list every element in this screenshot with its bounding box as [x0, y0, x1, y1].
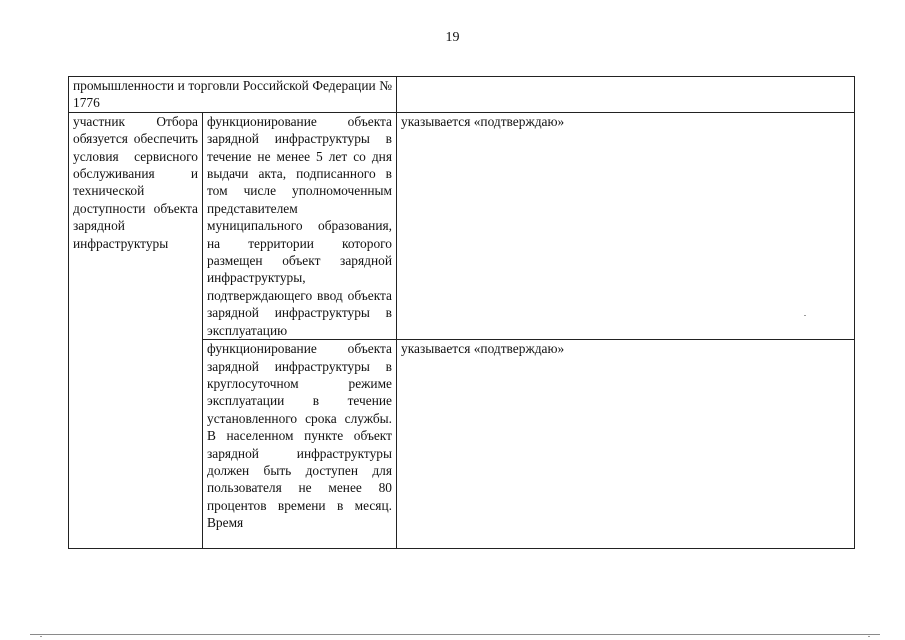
table-cell-continuation: промышленности и торговли Российской Федерации № 1776 [69, 77, 397, 113]
table-row [69, 112, 855, 339]
table-cell-requirement [203, 340, 397, 549]
scan-speck [804, 315, 806, 316]
table-cell-response: указывается «подтверждаю» [397, 340, 855, 549]
table-cell-obligation: участник Отбора обязуется обеспечить условия сервисного обслуживания и технической доступности объекта зарядной инфраструктуры [69, 112, 203, 548]
scan-speck [40, 636, 42, 637]
table-cell-response: указывается «подтверждаю» [397, 112, 855, 339]
page-bottom-rule [30, 634, 880, 635]
requirements-table [68, 76, 855, 549]
table-cell-requirement: функционирование объекта зарядной инфраструктуры в течение не менее 5 лет со дня выдачи акта, подписанного в том числе уполномоченным представителем муниципального образования, на территории которого размещен объект зарядной инфраструктуры, подтверждающего ввод объекта зарядной инфраструктуры в эксплуатацию [203, 112, 397, 339]
page-number: 19 [445, 30, 460, 45]
requirement-text: функционирование объекта зарядной инфраструктуры в круглосуточном режиме эксплуатации в течение установленного срока службы. В населенном пункте объект зарядной инфраструктуры должен быть доступен для пользователя не менее 80 процентов времени в месяц. Время [207, 341, 392, 531]
table-row [69, 77, 855, 113]
scan-speck [868, 636, 870, 637]
table-cell-empty [397, 77, 855, 113]
